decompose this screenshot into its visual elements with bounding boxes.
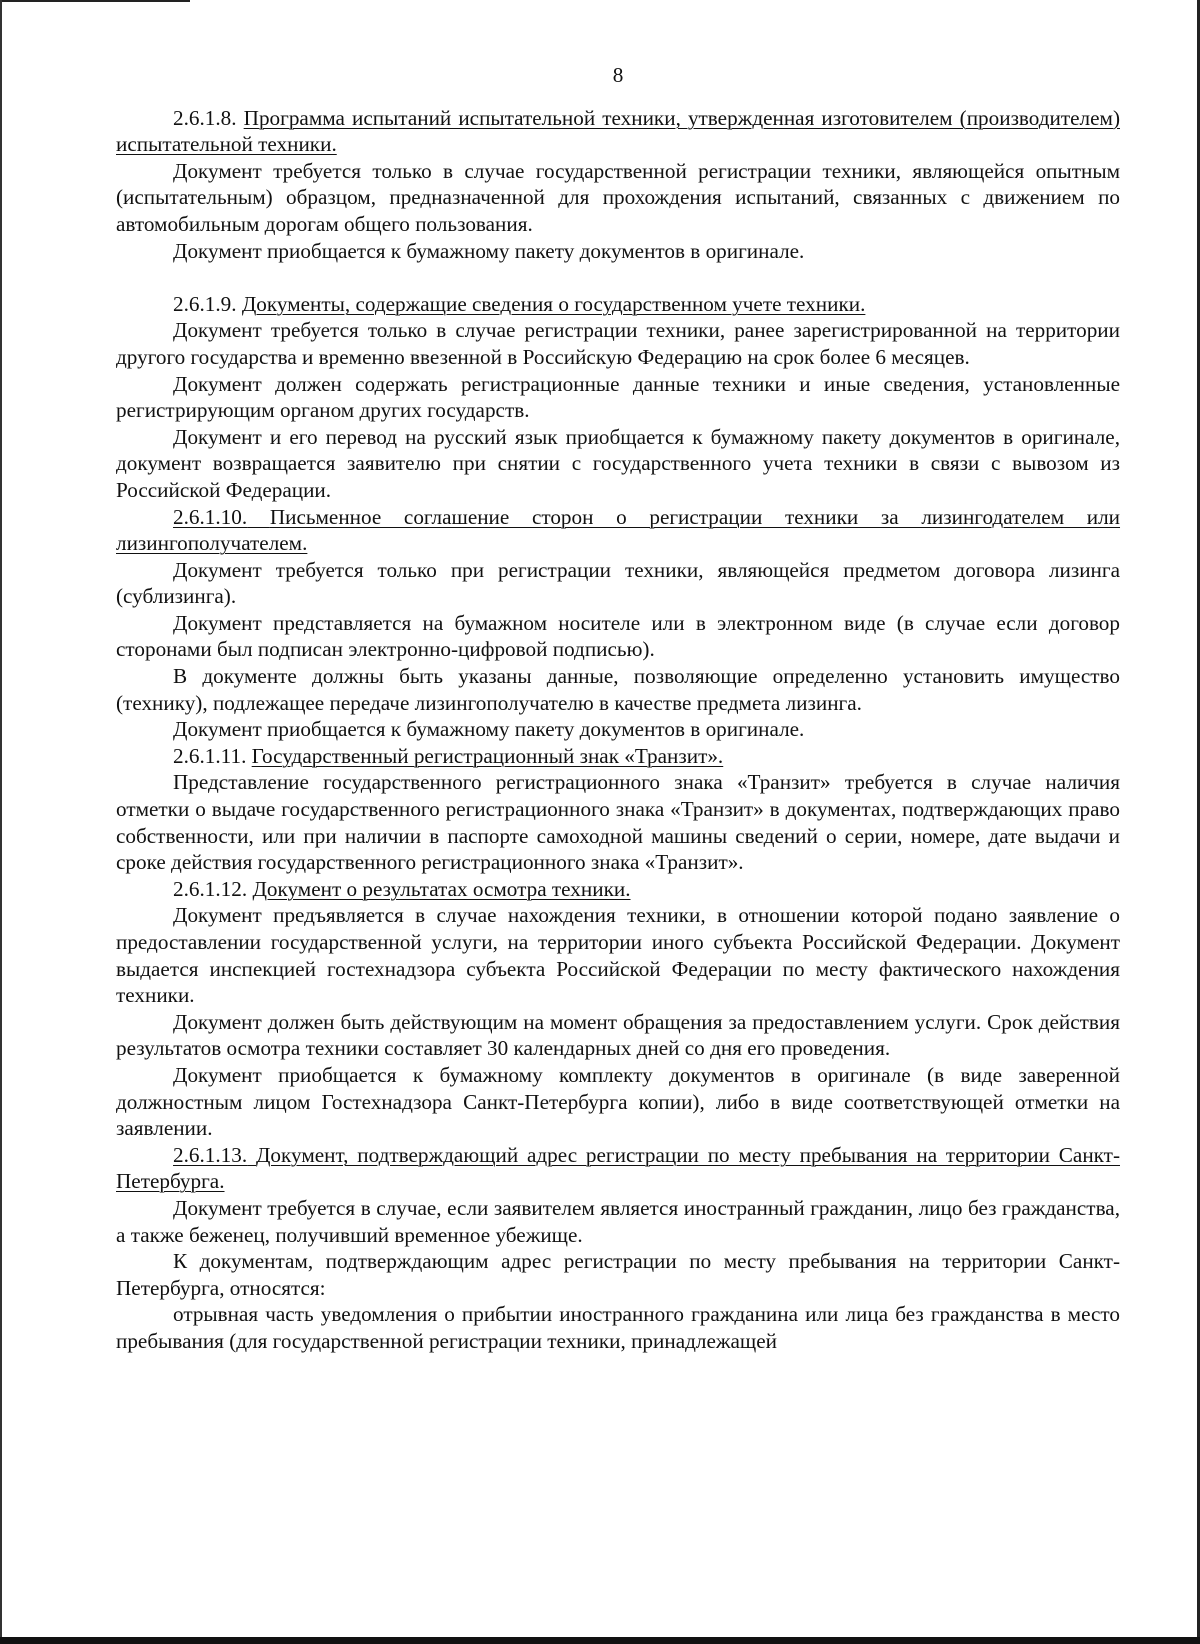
page-number: 8 [612,63,624,87]
section-title: Документы, содержащие сведения о государственном учете техники. [241,291,866,316]
section-heading [116,743,1120,770]
paragraph [116,557,1120,610]
section-title: Государственный регистрационный знак «Транзит». [251,743,724,768]
section-heading [116,291,1120,318]
paragraph [116,371,1120,424]
scan-edge-left [0,0,2,1644]
paragraph-text: Документ приобщается к бумажному комплекту документов в оригинале (в виде заверенной должностным лицом Гостехнадзора Санкт-Петербурга копии), либо в виде соответствующей отметки на заявлении. [116,1062,1120,1141]
section-number: 2.6.1.13. [173,1142,248,1167]
paragraph-text: Документ представляется на бумажном носителе или в электронном виде (в случае если договор сторонами был подписан электронно-цифровой подписью). [116,610,1120,662]
document-body [116,105,1120,1355]
section-title: Документ о результатах осмотра техники. [252,876,631,901]
paragraph-text: Документ требуется в случае, если заявителем является иностранный гражданин, лицо без гражданства, а также беженец, получивший временное убежище. [116,1195,1120,1247]
section-title: Письменное соглашение сторон о регистрации техники за лизингодателем или лизингополучателем. [116,504,1121,556]
paragraph-text: Документ приобщается к бумажному пакету документов в оригинале. [173,717,805,742]
paragraph-text: Документ предъявляется в случае нахождения техники, в отношении которой подано заявление о предоставлении государственной услуги, на территории иного субъекта Российской Федерации. Документ выдается инспекцией гостехнадзора субъекта Российской Федерации по месту фактического нахождения техники. [116,903,1120,1008]
section-heading [116,1142,1120,1195]
section-heading [116,504,1120,557]
paragraph [116,1062,1120,1142]
paragraph-text: отрывная часть уведомления о прибытии иностранного гражданина или лица без гражданства в место пребывания (для государственной регистрации техники, принадлежащей [116,1302,1120,1353]
scan-edge-top [0,0,190,2]
paragraph-text: Документ должен содержать регистрационные данные техники и иные сведения, установленные регистрирующим органом других государств. [116,371,1120,423]
paragraph-text: Документ требуется только в случае государственной регистрации техники, являющейся опытным (испытательным) образцом, предназначенной для прохождения испытаний, связанных с движением по автомобильным дорогам общего пользования. [116,158,1120,236]
section-number: 2.6.1.9. [173,291,237,316]
paragraph [116,1009,1120,1062]
paragraph [116,769,1120,875]
paragraph [116,1195,1120,1248]
paragraph [116,317,1120,370]
section-number: 2.6.1.10. [173,504,248,529]
paragraph-text: Документ должен быть действующим на момент обращения за предоставлением услуги. Срок действия результатов осмотра техники составляет 30 календарных дней со дня его проведения. [116,1009,1120,1061]
paragraph-text: Документ и его перевод на русский язык приобщается к бумажному пакету документов в оригинале, документ возвращается заявителю при снятии с государственного учета техники в связи с вывозом из Российской Федерации. [116,424,1120,502]
section-heading [116,876,1120,903]
section-heading [116,105,1120,158]
paragraph [116,716,1120,743]
paragraph-text: К документам, подтверждающим адрес регистрации по месту пребывания на территории Санкт-Петербурга, относятся: [116,1249,1120,1300]
paragraph [116,902,1120,1008]
section-number: 2.6.1.8. [173,105,237,130]
scan-edge-bottom [0,1637,1200,1644]
paragraph [116,1301,1120,1354]
paragraph-text: Документ приобщается к бумажному пакету документов в оригинале. [173,238,805,263]
document-page [116,62,1120,1355]
paragraph [116,610,1120,663]
paragraph [116,158,1120,238]
paragraph [116,663,1120,716]
section-title: Программа испытаний испытательной техники, утвержденная изготовителем (производителем) испытательной техники. [116,105,1120,157]
paragraph [116,1248,1120,1301]
section-number: 2.6.1.12. [173,876,248,901]
paragraph [116,238,1120,265]
paragraph-text: Документ требуется только при регистрации техники, являющейся предметом договора лизинга (сублизинга). [116,557,1120,609]
paragraph-text: Документ требуется только в случае регистрации техники, ранее зарегистрированной на территории другого государства и временно ввезенной в Российскую Федерацию на срок более 6 месяцев. [116,318,1120,369]
paragraph-text: В документе должны быть указаны данные, позволяющие определенно установить имущество (технику), подлежащее передаче лизингополучателю в качестве предмета лизинга. [116,664,1120,715]
section-title: Документ, подтверждающий адрес регистрации по месту пребывания на территории Санкт-Петербурга. [116,1142,1120,1194]
paragraph [116,424,1120,504]
section-number: 2.6.1.11. [173,743,247,768]
paragraph-text: Представление государственного регистрационного знака «Транзит» требуется в случае наличия отметки о выдаче государственного регистрационного знака «Транзит» в документах, подтверждающих право собственности, или при наличии в паспорте самоходной машины сведений о серии, номере, дате выдачи и сроке действия государственного регистрационного знака «Транзит». [116,770,1120,875]
